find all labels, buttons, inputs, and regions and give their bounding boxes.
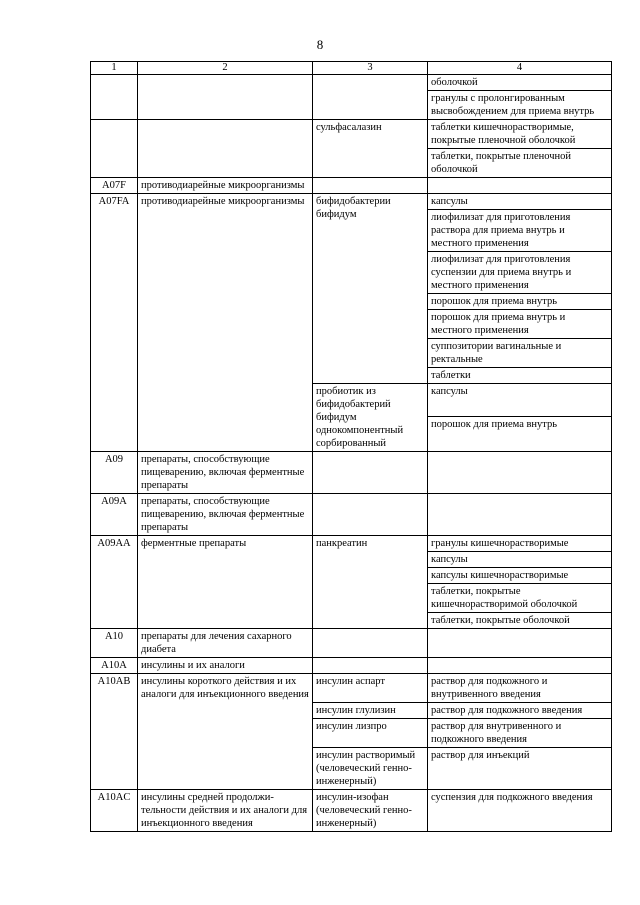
table-row (91, 536, 612, 552)
table-row (91, 629, 612, 658)
substance-cell: инсулин аспарт (313, 674, 428, 703)
form-cell: суппозитории вагинальные и ректальные (428, 339, 612, 368)
group-cell: противодиарейные микроорганизмы (138, 178, 313, 194)
form-cell: гранулы кишечнорастворимые (428, 536, 612, 552)
header-cell: 1 (91, 62, 138, 75)
table-row (91, 790, 612, 832)
code-cell: A09AA (91, 536, 138, 629)
group-cell: препараты, способствующие пищеварению, включая ферментные препараты (138, 494, 313, 536)
form-cell: таблетки кишечнорастворимые, покрытые пленочной оболочкой (428, 120, 612, 149)
group-cell: препараты, способствующие пищеварению, включая ферментные препараты (138, 452, 313, 494)
group-cell: противодиарейные микроорганизмы (138, 194, 313, 452)
form-cell: раствор для подкожного и внутривенного введения (428, 674, 612, 703)
header-cell: 4 (428, 62, 612, 75)
table-row (91, 178, 612, 194)
substance-cell: сульфасалазин (313, 120, 428, 178)
form-cell: гранулы с пролонгированным высвобождением для приема внутрь (428, 91, 612, 120)
form-cell: суспензия для подкожного введения (428, 790, 612, 832)
substance-cell: панкреатин (313, 536, 428, 629)
form-cell: порошок для приема внутрь (428, 417, 612, 452)
form-cell: лиофилизат для приготовления раствора для приема внутрь и местного применения (428, 210, 612, 252)
substance-cell: инсулин лизпро (313, 719, 428, 748)
form-cell: лиофилизат для приготовления суспензии для приема внутрь и местного применения (428, 252, 612, 294)
group-cell: инсулины и их аналоги (138, 658, 313, 674)
table-row (91, 75, 612, 91)
page-number: 8 (316, 37, 324, 52)
form-cell: раствор для инъекций (428, 748, 612, 790)
code-cell: A09A (91, 494, 138, 536)
form-cell: таблетки, покрытые оболочкой (428, 613, 612, 629)
form-cell: таблетки, покрытые кишечнорастворимой оболочкой (428, 584, 612, 613)
form-cell: таблетки (428, 368, 612, 384)
header-cell: 3 (313, 62, 428, 75)
code-cell: A09 (91, 452, 138, 494)
table-row (91, 494, 612, 536)
header-row (91, 62, 612, 75)
form-cell: капсулы кишечнорастворимые (428, 568, 612, 584)
form-cell: порошок для приема внутрь (428, 294, 612, 310)
form-cell: капсулы (428, 384, 612, 417)
code-cell: A10AC (91, 790, 138, 832)
substance-cell: пробиотик из бифидобактерий бифидум однокомпонентный сорбированный (313, 384, 428, 452)
substance-cell: инсулин глулизин (313, 703, 428, 719)
form-cell: капсулы (428, 194, 612, 210)
group-cell: ферментные препараты (138, 536, 313, 629)
table-row (91, 452, 612, 494)
table-row (91, 658, 612, 674)
substance-cell: инсулин растворимый (человеческий генно-инженерный) (313, 748, 428, 790)
form-cell: таблетки, покрытые пленочной оболочкой (428, 149, 612, 178)
group-cell: инсулины средней продолжи-тельности действия и их аналоги для инъекционного введения (138, 790, 313, 832)
form-cell: оболочкой (428, 75, 612, 91)
substance-cell: бифидобактерии бифидум (313, 194, 428, 384)
code-cell: A07F (91, 178, 138, 194)
group-cell: препараты для лечения сахарного диабета (138, 629, 313, 658)
form-cell: раствор для подкожного введения (428, 703, 612, 719)
form-cell: капсулы (428, 552, 612, 568)
code-cell: A07FA (91, 194, 138, 452)
substance-cell: инсулин-изофан (человеческий генно-инженерный) (313, 790, 428, 832)
form-cell: порошок для приема внутрь и местного применения (428, 310, 612, 339)
group-cell: инсулины короткого действия и их аналоги для инъекционного введения (138, 674, 313, 790)
table-row (91, 674, 612, 703)
code-cell: A10 (91, 629, 138, 658)
header-cell: 2 (138, 62, 313, 75)
form-cell: раствор для внутривенного и подкожного введения (428, 719, 612, 748)
code-cell: A10A (91, 658, 138, 674)
table-row (91, 120, 612, 149)
drug-table (90, 61, 612, 832)
table-row (91, 194, 612, 210)
code-cell: A10AB (91, 674, 138, 790)
